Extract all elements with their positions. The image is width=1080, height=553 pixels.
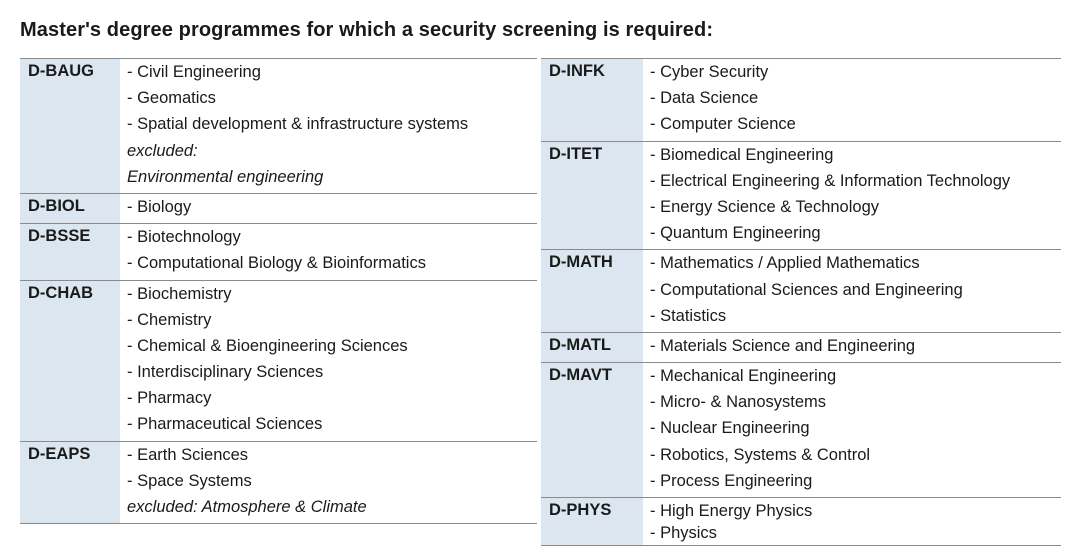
programme-item: - High Energy Physics [650, 502, 813, 520]
programme-item: - Statistics [650, 306, 727, 325]
left-column-table [20, 58, 537, 524]
programme-item: - Chemistry [127, 310, 212, 329]
programme-item: - Civil Engineering [127, 63, 261, 81]
department-code: D-MATL [541, 333, 643, 362]
department-block-d-math [541, 250, 1061, 333]
programme-item: - Nuclear Engineering [650, 419, 810, 438]
programme-item: - Quantum Engineering [650, 224, 821, 243]
programme-item: - Biology [127, 197, 192, 216]
programme-item: - Computational Biology & Bioinformatics [127, 254, 426, 273]
department-code: D-INFK [541, 59, 643, 141]
programme-item: - Computational Sciences and Engineering [650, 280, 963, 299]
programme-list [643, 59, 1061, 141]
excluded-note: excluded: Atmosphere & Climate [127, 498, 367, 516]
programme-list [120, 442, 537, 524]
programme-item: - Geomatics [127, 89, 216, 108]
department-block-d-infk [541, 59, 1061, 142]
programme-item: - Interdisciplinary Sciences [127, 363, 324, 382]
department-code: D-MAVT [541, 363, 643, 497]
programme-item: - Cyber Security [650, 63, 769, 81]
department-code: D-MATH [541, 250, 643, 332]
programme-item: - Pharmaceutical Sciences [127, 415, 323, 434]
department-code: D-ITET [541, 142, 643, 250]
department-block-d-baug [20, 59, 537, 194]
department-code: D-BIOL [20, 194, 120, 223]
programme-item: - Biochemistry [127, 284, 232, 303]
programme-list [120, 281, 537, 441]
excluded-note: excluded: [127, 141, 198, 160]
programme-item: - Data Science [650, 89, 759, 108]
department-code: D-CHAB [20, 281, 120, 441]
programme-list [643, 498, 1061, 545]
department-block-d-biol [20, 194, 537, 224]
programme-item: - Process Engineering [650, 471, 813, 490]
programme-item: - Chemical & Bioengineering Sciences [127, 336, 408, 355]
department-code: D-PHYS [541, 498, 643, 545]
excluded-note: Environmental engineering [127, 167, 324, 186]
programme-list [120, 194, 537, 223]
programme-item: - Pharmacy [127, 389, 212, 408]
department-block-d-itet [541, 142, 1061, 251]
department-block-d-matl [541, 333, 1061, 363]
department-block-d-chab [20, 281, 537, 442]
programme-item: - Electrical Engineering & Information Technology [650, 171, 1011, 190]
department-code: D-BSSE [20, 224, 120, 279]
programme-item: - Space Systems [127, 471, 252, 490]
programme-item: - Mathematics / Applied Mathematics [650, 254, 920, 273]
programme-item: - Materials Science and Engineering [650, 336, 916, 355]
programme-list [643, 363, 1061, 497]
department-code: D-BAUG [20, 59, 120, 193]
department-block-d-mavt [541, 363, 1061, 498]
department-block-d-phys [541, 498, 1061, 546]
programme-list [643, 250, 1061, 332]
programme-list [120, 224, 537, 279]
programme-list [643, 142, 1061, 250]
right-column-table [541, 58, 1061, 546]
programme-item: - Mechanical Engineering [650, 367, 837, 386]
programme-item: - Spatial development & infrastructure systems [127, 115, 469, 134]
programme-item: - Robotics, Systems & Control [650, 445, 871, 464]
programme-item: - Micro- & Nanosystems [650, 393, 827, 412]
programme-list [120, 59, 537, 193]
programme-item: - Energy Science & Technology [650, 197, 879, 216]
programme-item: - Earth Sciences [127, 445, 249, 464]
programme-item: - Biomedical Engineering [650, 145, 834, 164]
programme-item: - Physics [650, 524, 717, 542]
programme-list [643, 333, 1061, 362]
department-block-d-bsse [20, 224, 537, 280]
programme-item: - Biotechnology [127, 228, 241, 247]
department-block-d-eaps [20, 442, 537, 525]
department-code: D-EAPS [20, 442, 120, 524]
programme-item: - Computer Science [650, 115, 796, 134]
page-title: Master's degree programmes for which a security screening is required: [20, 19, 714, 41]
